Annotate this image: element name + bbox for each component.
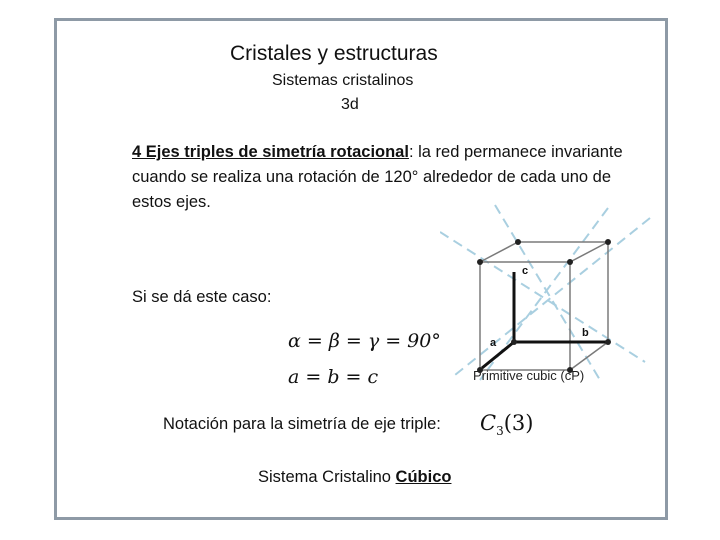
- cube-edge: [570, 342, 608, 370]
- label-c: c: [522, 265, 529, 277]
- cubic-cell-diagram: [440, 200, 655, 390]
- notation-text: Notación para la simetría de eje triple:: [163, 415, 441, 433]
- lattice-points: [477, 239, 611, 373]
- cube-top-face: [480, 242, 608, 262]
- slide-subtitle: Sistemas cristalinos: [272, 72, 414, 89]
- equation-lengths: a = b = c: [288, 366, 379, 388]
- lattice-point: [477, 259, 483, 265]
- label-a: a: [490, 337, 497, 349]
- equation-angles: α = β = γ = 90°: [288, 330, 441, 352]
- threefold-axes: [440, 205, 650, 380]
- dimension-label: 3d: [341, 96, 359, 113]
- figure-caption: Primitive cubic (cP): [473, 368, 585, 383]
- cube-edges: [480, 242, 608, 370]
- definition-text: : la red permanece invariante cuando se realiza una rotación de 120° alrededor de cada uno de estos ejes.: [132, 143, 623, 211]
- lattice-point: [511, 339, 517, 345]
- label-b: b: [582, 327, 589, 339]
- symbol-subscript: 3: [496, 424, 504, 439]
- slide-title: Cristales y estructuras: [230, 42, 438, 65]
- vector-a: [482, 342, 514, 368]
- symmetry-symbol: [480, 411, 533, 438]
- system-prefix: Sistema Cristalino: [258, 468, 396, 486]
- lattice-point: [605, 339, 611, 345]
- system-name: Cúbico: [395, 468, 452, 486]
- lattice-point: [605, 239, 611, 245]
- axis-line: [495, 205, 600, 380]
- lattice-point: [515, 239, 521, 245]
- case-text: Si se dá este caso:: [132, 288, 272, 306]
- lattice-vectors: [482, 272, 608, 368]
- symbol-argument: (3): [503, 411, 534, 435]
- definition-term: 4 Ejes triples de simetría rotacional: [132, 143, 409, 161]
- crystal-system: [258, 468, 451, 487]
- symbol-base: C: [480, 411, 497, 435]
- lattice-point: [567, 259, 573, 265]
